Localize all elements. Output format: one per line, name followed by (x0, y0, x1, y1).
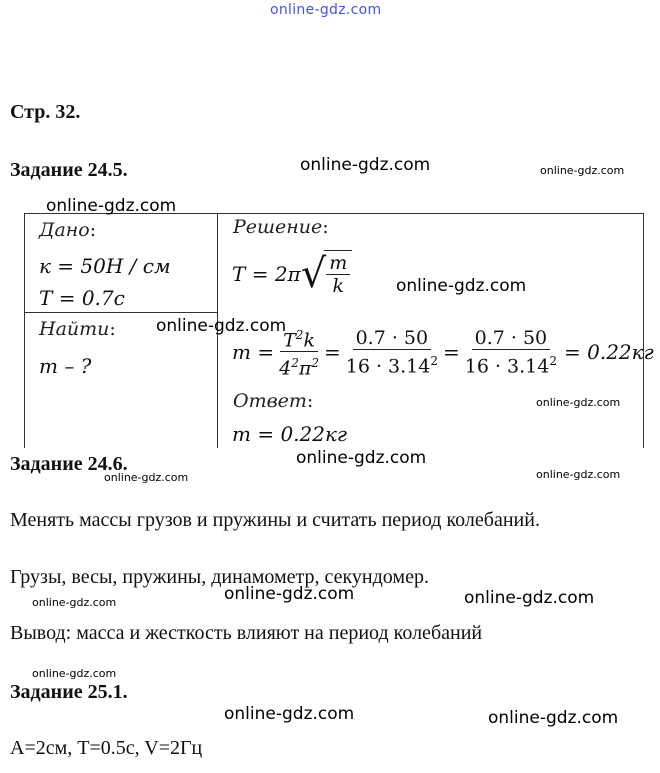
task-25-1-heading: Задание 25.1. (10, 681, 128, 703)
find-label: Найти: (39, 318, 116, 340)
watermark: online-gdz.com (104, 471, 189, 484)
table-mid-border (24, 312, 218, 313)
given-T: T = 0.7c (39, 286, 125, 310)
watermark: online-gdz.com (156, 316, 287, 336)
watermark: online-gdz.com (32, 667, 117, 680)
watermark: online-gdz.com (46, 196, 177, 216)
mass-calculation: m = $\frac{T^2k}{4^2\pi^2}$ = $\frac{0.7 \cdot 50}{16 \cdot 3.14^2}$ = $\frac{0.7 \cdot 50}{16 \cdot 3.14^2}$ = 0.22кг (232, 324, 654, 380)
watermark: online-gdz.com (296, 448, 427, 468)
fraction-numeric-1: $\frac{0.7 \cdot 50}{16 \cdot 3.14^2}$ (345, 326, 438, 377)
table-left-border (24, 213, 25, 448)
watermark: online-gdz.com (32, 596, 117, 609)
watermark: online-gdz.com (540, 164, 625, 177)
page-title: Стр. 32. (10, 101, 81, 123)
solution-label: Решение: (233, 216, 329, 238)
task-24-6-heading: Задание 24.6. (10, 453, 128, 475)
sqrt-symbol: √ $\frac{m}{k}$ (301, 250, 353, 297)
fraction-general: $\frac{T^2k}{4^2\pi^2}$ (276, 324, 322, 380)
task-24-6-line-2: Грузы, весы, пружины, динамометр, секундомер. (10, 566, 429, 588)
watermark: online-gdz.com (536, 396, 621, 409)
task-24-6-line-1: Менять массы грузов и пружины и считать период колебаний. (10, 509, 540, 531)
watermark: online-gdz.com (464, 588, 595, 608)
answer-label: Ответ: (233, 390, 314, 412)
find-m: m – ? (39, 354, 92, 378)
watermark: online-gdz.com (396, 276, 527, 296)
period-formula: T = 2π √ $\frac{m}{k}$ (232, 250, 352, 297)
task-24-5-heading: Задание 24.5. (10, 159, 128, 181)
answer-value: m = 0.22кг (232, 422, 348, 446)
given-k: к = 50Н / см (39, 254, 171, 278)
watermark: online-gdz.com (488, 708, 619, 728)
task-25-1-line-1: A=2см, T=0.5c, V=2Гц (10, 737, 203, 759)
fraction-numeric-2: $\frac{0.7 \cdot 50}{16 \cdot 3.14^2}$ (464, 326, 557, 377)
watermark: online-gdz.com (536, 468, 621, 481)
watermark: online-gdz.com (224, 584, 355, 604)
watermark: online-gdz.com (300, 155, 431, 175)
top-watermark: online-gdz.com (270, 2, 382, 18)
watermark: online-gdz.com (224, 704, 355, 724)
task-24-6-conclusion: Вывод: масса и жесткость влияют на период колебаний (10, 622, 483, 644)
given-label: Дано: (39, 219, 97, 241)
